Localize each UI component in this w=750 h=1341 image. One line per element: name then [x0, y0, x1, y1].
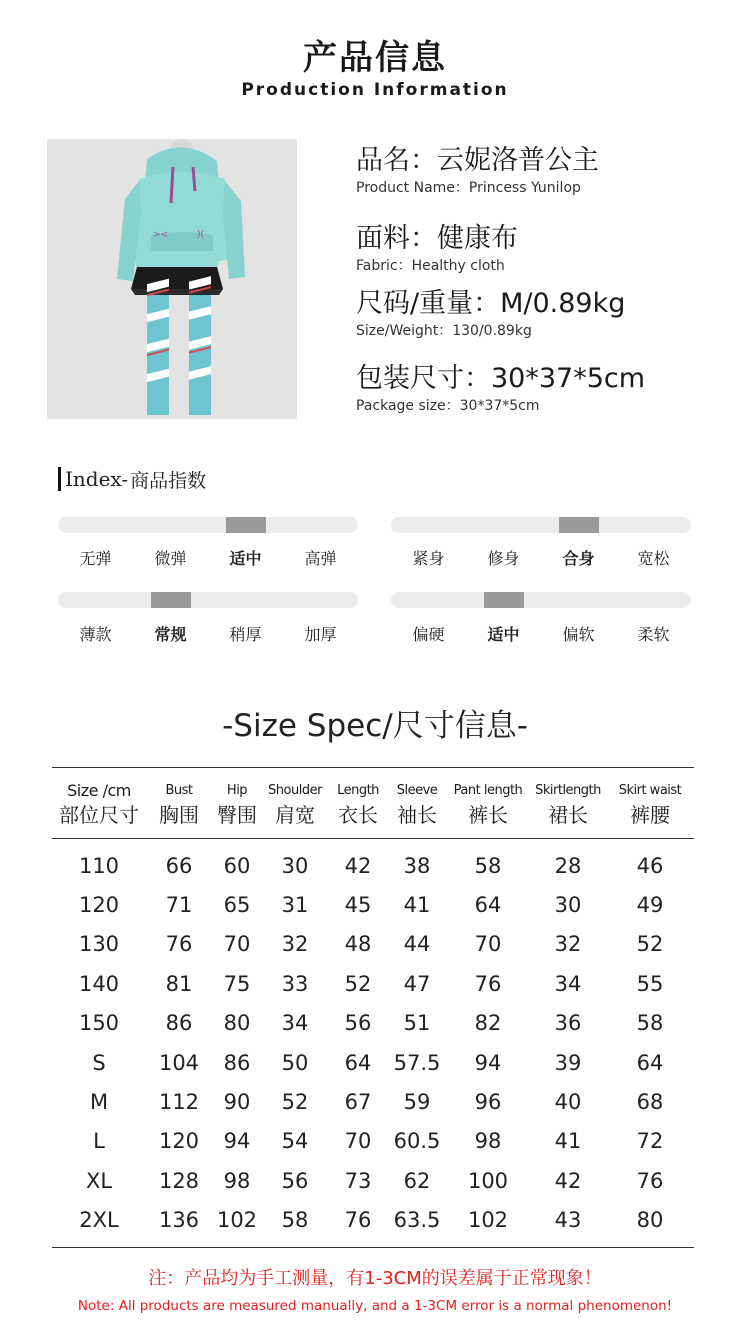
costume-illustration — [47, 139, 297, 419]
index-heading — [58, 466, 206, 492]
table-cell: 71 — [165, 893, 193, 918]
note-cn: 注：产品均为手工测量，有1-3CM的误差属于正常现象！ — [148, 1268, 602, 1289]
table-cell: 94 — [223, 1129, 251, 1154]
table-cell: 102 — [467, 1208, 509, 1233]
table-cell: 112 — [158, 1090, 200, 1115]
table-cell: 150 — [78, 1011, 120, 1036]
index-title-en: Index- — [65, 467, 129, 491]
table-cell: 76 — [636, 1168, 664, 1193]
table-cell: 47 — [403, 971, 431, 996]
table-cell: 59 — [403, 1090, 431, 1115]
table-cell: M — [89, 1090, 109, 1115]
slider-label: 紧身 — [412, 549, 445, 568]
size-table-header — [52, 780, 694, 828]
slider-label: 适中 — [487, 625, 520, 644]
table-cell: 41 — [403, 893, 431, 918]
slider-label: 宽松 — [637, 549, 670, 568]
slider-label: 常规 — [154, 625, 187, 644]
table-cell: 94 — [474, 1050, 502, 1075]
table-cell: 76 — [474, 971, 502, 996]
table-cell: 73 — [344, 1168, 372, 1193]
column-header-cn: 肩宽 — [275, 803, 315, 827]
table-row — [52, 1004, 694, 1043]
table-cell: 104 — [158, 1050, 200, 1075]
product-size-weight — [356, 288, 625, 340]
table-cell: 60 — [223, 853, 251, 878]
table-cell: 46 — [636, 853, 664, 878]
table-cell: 64 — [474, 893, 502, 918]
table-cell: 58 — [474, 853, 502, 878]
table-cell: 36 — [554, 1011, 582, 1036]
table-cell: 42 — [344, 853, 372, 878]
table-cell: 2XL — [79, 1208, 119, 1233]
table-cell: 65 — [223, 893, 251, 918]
table-cell: 57.5 — [393, 1050, 441, 1075]
fit-slider — [391, 517, 691, 533]
slider-label: 稍厚 — [229, 625, 262, 644]
table-row — [52, 1122, 694, 1161]
index-title-cn: 商品指数 — [130, 469, 207, 492]
table-cell: 120 — [158, 1129, 200, 1154]
svg-text:><: >< — [153, 230, 169, 240]
column-header-cn: 臀围 — [217, 803, 257, 827]
column-header-en: Length — [337, 783, 379, 798]
table-row — [52, 1201, 694, 1240]
table-cell: 120 — [78, 893, 120, 918]
column-header — [52, 780, 146, 828]
table-cell: 56 — [344, 1011, 372, 1036]
table-header-rule — [52, 838, 694, 839]
column-header-cn: 部位尺寸 — [59, 803, 139, 827]
table-cell: 55 — [636, 971, 664, 996]
table-cell: 40 — [554, 1090, 582, 1115]
table-cell: 54 — [281, 1129, 309, 1154]
slider-label: 偏硬 — [412, 625, 445, 644]
slider-indicator — [226, 517, 266, 533]
table-cell: 49 — [636, 893, 664, 918]
table-cell: 67 — [344, 1090, 372, 1115]
table-cell: 30 — [554, 893, 582, 918]
column-header — [530, 780, 606, 828]
slider-indicator — [151, 592, 191, 608]
table-cell: 80 — [223, 1011, 251, 1036]
table-cell: 90 — [223, 1090, 251, 1115]
column-header — [212, 780, 262, 828]
column-header-cn: 衣长 — [338, 803, 378, 827]
table-cell: 28 — [554, 853, 582, 878]
table-cell: 86 — [165, 1011, 193, 1036]
table-cell: 86 — [223, 1050, 251, 1075]
column-header-cn: 裤长 — [468, 803, 508, 827]
table-row — [52, 846, 694, 885]
column-header — [446, 780, 530, 828]
table-cell: 56 — [281, 1168, 309, 1193]
table-cell: 43 — [554, 1208, 582, 1233]
table-cell: L — [93, 1129, 105, 1154]
table-cell: 66 — [165, 853, 193, 878]
table-cell: 70 — [344, 1129, 372, 1154]
table-cell: 100 — [467, 1168, 509, 1193]
slider-label: 合身 — [562, 549, 595, 568]
table-cell: 70 — [474, 932, 502, 957]
table-cell: 41 — [554, 1129, 582, 1154]
product-photo — [47, 139, 297, 419]
table-cell: 31 — [281, 893, 309, 918]
table-cell: 102 — [216, 1208, 258, 1233]
table-cell: 34 — [554, 971, 582, 996]
slider-label: 适中 — [229, 549, 262, 568]
table-cell: 51 — [403, 1011, 431, 1036]
note-en: Note: All products are measured manually, and a 1-3CM error is a normal phenomenon! — [77, 1298, 673, 1314]
table-row — [52, 1043, 694, 1082]
slider-label: 微弹 — [154, 549, 187, 568]
column-header — [262, 780, 328, 828]
table-cell: 82 — [474, 1011, 502, 1036]
table-cell: 45 — [344, 893, 372, 918]
column-header-en: Size /cm — [67, 781, 131, 800]
package-cn: 包装尺寸：30*37*5cm — [356, 363, 646, 394]
table-cell: 60.5 — [393, 1129, 441, 1154]
index-heading-bar — [58, 467, 61, 491]
size-spec-title: -Size Spec/尺寸信息- — [222, 708, 528, 744]
column-header-en: Bust — [165, 783, 193, 798]
table-cell: 136 — [158, 1208, 200, 1233]
table-cell: 52 — [281, 1090, 309, 1115]
elasticity-slider — [58, 517, 358, 533]
slider-label: 高弹 — [304, 549, 337, 568]
table-cell: XL — [85, 1168, 113, 1193]
slider-label: 薄款 — [79, 625, 112, 644]
size-weight-en: Size/Weight：130/0.89kg — [356, 323, 532, 339]
column-header — [388, 780, 446, 828]
column-header-en: Hip — [226, 783, 248, 798]
table-cell: 52 — [344, 971, 372, 996]
product-package — [356, 363, 645, 415]
table-cell: 58 — [636, 1011, 664, 1036]
table-cell: 62 — [403, 1168, 431, 1193]
table-cell: 75 — [223, 971, 251, 996]
table-top-rule — [52, 767, 694, 768]
table-cell: 63.5 — [393, 1208, 441, 1233]
table-cell: 96 — [474, 1090, 502, 1115]
table-cell: 140 — [78, 971, 120, 996]
column-header-en: Shoulder — [268, 783, 322, 798]
table-cell: 33 — [281, 971, 309, 996]
table-cell: 50 — [281, 1050, 309, 1075]
table-cell: 64 — [636, 1050, 664, 1075]
column-header — [146, 780, 212, 828]
table-cell: 98 — [474, 1129, 502, 1154]
column-header-cn: 裤腰 — [630, 803, 670, 827]
column-header-en: Pant length — [453, 783, 523, 798]
thickness-slider — [58, 592, 358, 608]
product-name — [356, 145, 599, 197]
table-cell: 98 — [223, 1168, 251, 1193]
table-row — [52, 1161, 694, 1200]
column-header-cn: 袖长 — [397, 803, 437, 827]
table-cell: 70 — [223, 932, 251, 957]
table-row — [52, 925, 694, 964]
product-fabric — [356, 223, 518, 275]
product-name-cn: 品名：云妮洛普公主 — [356, 145, 599, 176]
softness-slider — [391, 592, 691, 608]
fabric-en: Fabric：Healthy cloth — [356, 258, 505, 274]
table-cell: 39 — [554, 1050, 582, 1075]
slider-indicator — [559, 517, 599, 533]
slider-label: 加厚 — [304, 625, 337, 644]
table-cell: 72 — [636, 1129, 664, 1154]
fabric-cn: 面料：健康布 — [356, 223, 518, 254]
table-cell: 58 — [281, 1208, 309, 1233]
table-cell: 38 — [403, 853, 431, 878]
column-header-en: Sleeve — [396, 783, 438, 798]
table-cell: 64 — [344, 1050, 372, 1075]
table-row — [52, 1082, 694, 1121]
package-en: Package size：30*37*5cm — [356, 398, 540, 414]
slider-label: 修身 — [487, 549, 520, 568]
elasticity-labels — [58, 546, 358, 569]
table-cell: 48 — [344, 932, 372, 957]
table-cell: 76 — [344, 1208, 372, 1233]
table-cell: 68 — [636, 1090, 664, 1115]
table-row — [52, 885, 694, 924]
column-header-en: Skirtlength — [535, 783, 601, 798]
table-cell: 44 — [403, 932, 431, 957]
table-cell: 34 — [281, 1011, 309, 1036]
table-row — [52, 964, 694, 1003]
page-title: 产品信息 — [303, 38, 447, 78]
table-cell: 81 — [165, 971, 193, 996]
table-bottom-rule — [52, 1247, 694, 1248]
slider-label: 无弹 — [79, 549, 112, 568]
column-header — [328, 780, 388, 828]
table-cell: 76 — [165, 932, 193, 957]
column-header — [606, 780, 694, 828]
fit-labels — [391, 546, 691, 569]
table-cell: 80 — [636, 1208, 664, 1233]
column-header-cn: 胸围 — [159, 803, 199, 827]
column-header-cn: 裙长 — [548, 803, 588, 827]
thickness-labels — [58, 622, 358, 645]
table-cell: S — [92, 1050, 106, 1075]
table-cell: 52 — [636, 932, 664, 957]
table-cell: 32 — [281, 932, 309, 957]
slider-indicator — [484, 592, 524, 608]
softness-labels — [391, 622, 691, 645]
svg-text:)(: )( — [197, 230, 205, 240]
column-header-en: Skirt waist — [618, 783, 682, 798]
table-cell: 130 — [78, 932, 120, 957]
table-cell: 32 — [554, 932, 582, 957]
slider-label: 偏软 — [562, 625, 595, 644]
product-name-en: Product Name：Princess Yunilop — [356, 180, 581, 196]
table-cell: 110 — [78, 853, 120, 878]
page-subtitle: Production Information — [241, 80, 509, 100]
slider-label: 柔软 — [637, 625, 670, 644]
size-weight-cn: 尺码/重量：M/0.89kg — [356, 288, 626, 319]
size-table-body — [52, 846, 694, 1240]
table-cell: 42 — [554, 1168, 582, 1193]
table-cell: 30 — [281, 853, 309, 878]
table-cell: 128 — [158, 1168, 200, 1193]
